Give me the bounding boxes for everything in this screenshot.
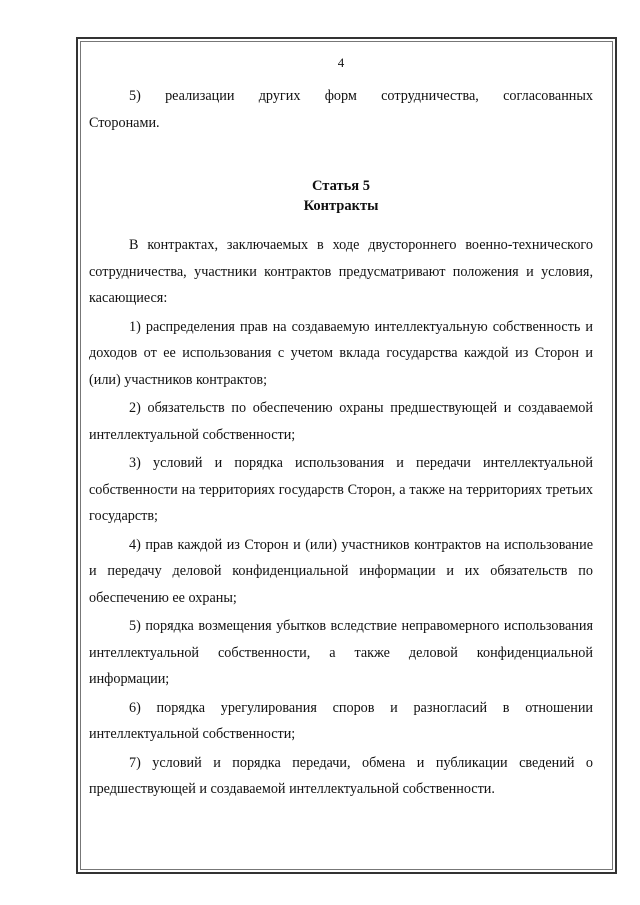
list-item-7: 7) условий и порядка передачи, обмена и публикации сведений о предшествующей и создаваемой интеллектуальной собственности. [89,754,593,797]
list-item-1: 1) распределения прав на создаваемую интеллектуальную собственность и доходов от ее использования с учетом вклада государства каждой из Сторон и (или) участников контрактов; [89,318,593,388]
list-item-5: 5) порядка возмещения убытков вследствие неправомерного использования интеллектуальной собственности, а также деловой конфиденциальной информации; [89,618,593,687]
top-item-line-1: 5) реализации других форм сотрудничества, согласованных [129,88,593,104]
document-body [89,54,593,803]
list-item-4: 4) прав каждой из Сторон и (или) участников контрактов на использование и передачу деловой конфиденциальной информации и их обязательств по обеспечению ее охраны; [89,536,593,606]
article-title: Контракты [303,198,379,214]
list-item-3: 3) условий и порядка использования и передачи интеллектуальной собственности на территориях государств Сторон, а также на территориях третьих государств; [89,455,593,524]
page-number: 4 [337,55,345,70]
list-item-6: 6) порядка урегулирования споров и разногласий в отношении интеллектуальной собственности; [89,699,593,742]
top-item-line-2: Сторонами. [89,114,160,131]
article-intro: В контрактах, заключаемых в ходе двустороннего военно-технического сотрудничества, участники контрактов предусматривают положения и условия, касающиеся: [89,237,593,306]
article-number: Статья 5 [312,178,370,194]
list-item-2: 2) обязательств по обеспечению охраны предшествующей и создаваемой интеллектуальной собственности; [89,400,593,443]
